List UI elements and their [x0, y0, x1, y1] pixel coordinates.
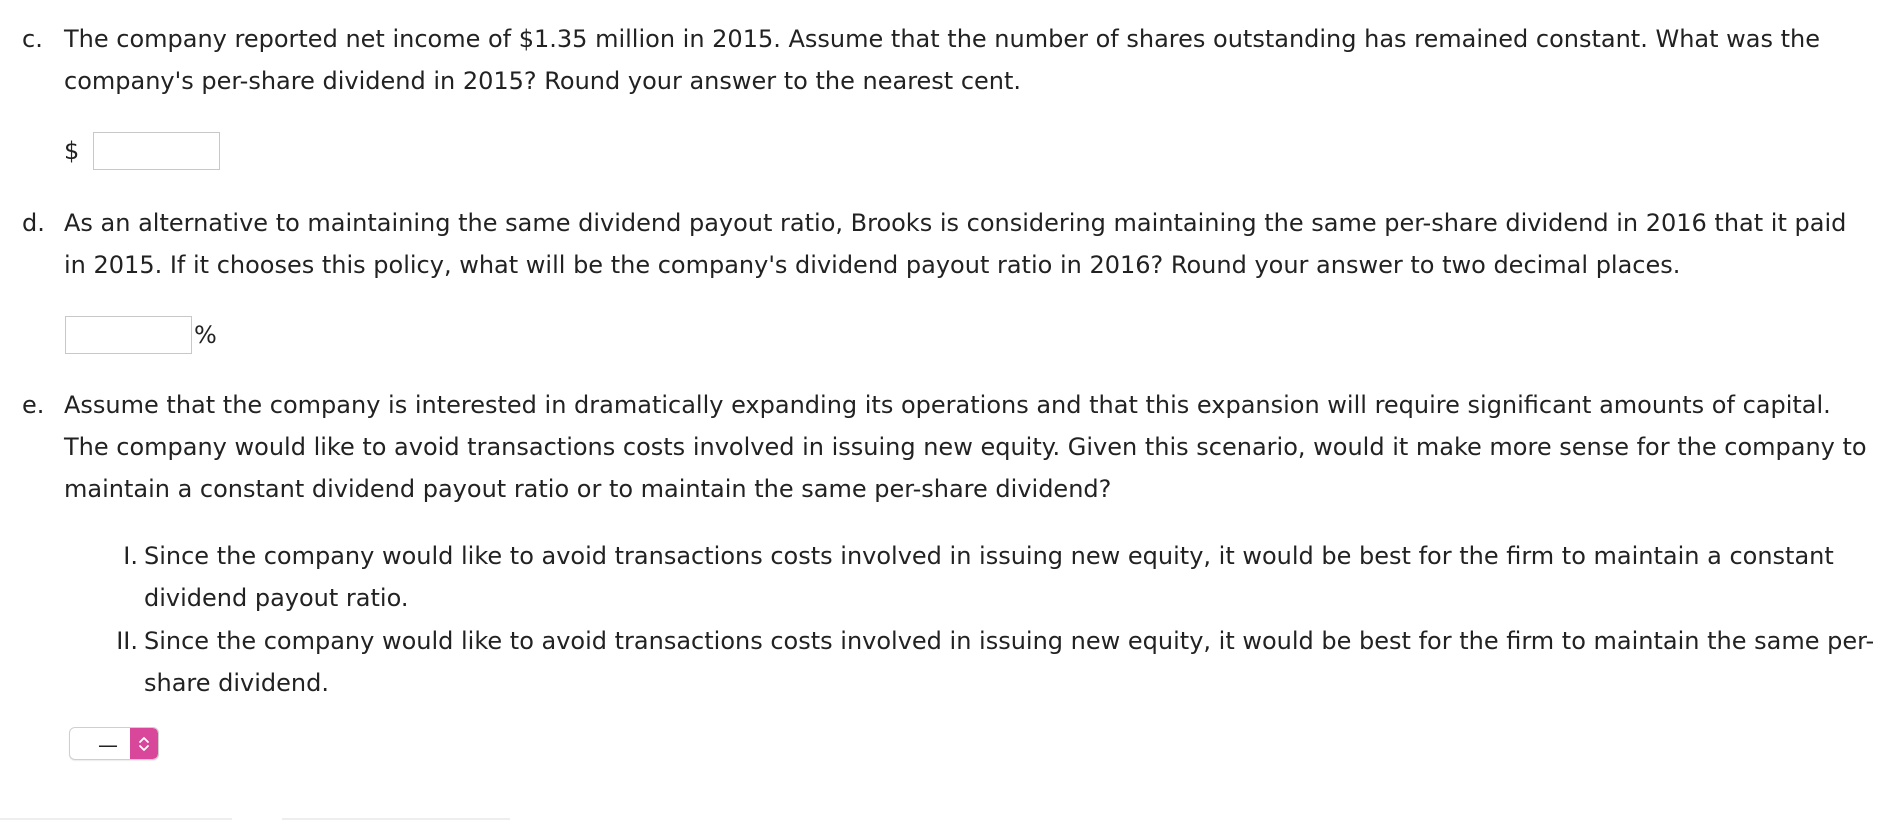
- divider: [282, 818, 510, 820]
- percent-symbol: %: [194, 321, 217, 349]
- question-e: [22, 384, 1872, 510]
- answer-row-c: [64, 132, 220, 170]
- question-text: As an alternative to maintaining the same dividend payout ratio, Brooks is considering maintaining the same per-share dividend in 2016 that it paid in 2015. If it chooses this policy, what will be the company's dividend payout ratio in 2016? Round your answer to two decimal places.: [64, 209, 1847, 279]
- question-letter: e.: [22, 391, 45, 419]
- chevron-up-down-icon[interactable]: [130, 728, 158, 759]
- question-d: [22, 202, 1872, 286]
- option-number: I.: [123, 542, 138, 570]
- option-1: [98, 535, 1878, 619]
- payout-ratio-input[interactable]: [65, 316, 192, 354]
- question-text: The company reported net income of $1.35 million in 2015. Assume that the number of shares outstanding has remained constant. What was the company's per-share dividend in 2015? Round your answer to the nearest cent.: [64, 25, 1821, 95]
- divider: [0, 818, 232, 820]
- answer-select[interactable]: [69, 727, 159, 760]
- select-value: —: [98, 733, 118, 757]
- per-share-dividend-input[interactable]: [93, 132, 220, 170]
- option-2: [98, 620, 1878, 704]
- question-text: Assume that the company is interested in dramatically expanding its operations and that this expansion will require significant amounts of capital. The company would like to avoid transactions costs involved in issuing new equity. Given this scenario, would it make more sense for the company to maintain a constant dividend payout ratio or to maintain the same per-share dividend?: [64, 391, 1867, 503]
- option-number: II.: [116, 627, 138, 655]
- question-letter: c.: [22, 25, 43, 53]
- answer-row-d: [65, 316, 217, 354]
- question-letter: d.: [22, 209, 45, 237]
- option-text: Since the company would like to avoid transactions costs involved in issuing new equity, it would be best for the firm to maintain a constant dividend payout ratio.: [144, 542, 1834, 612]
- option-text: Since the company would like to avoid transactions costs involved in issuing new equity, it would be best for the firm to maintain the same per-share dividend.: [144, 627, 1875, 697]
- currency-symbol: $: [64, 137, 80, 165]
- question-c: [22, 18, 1872, 102]
